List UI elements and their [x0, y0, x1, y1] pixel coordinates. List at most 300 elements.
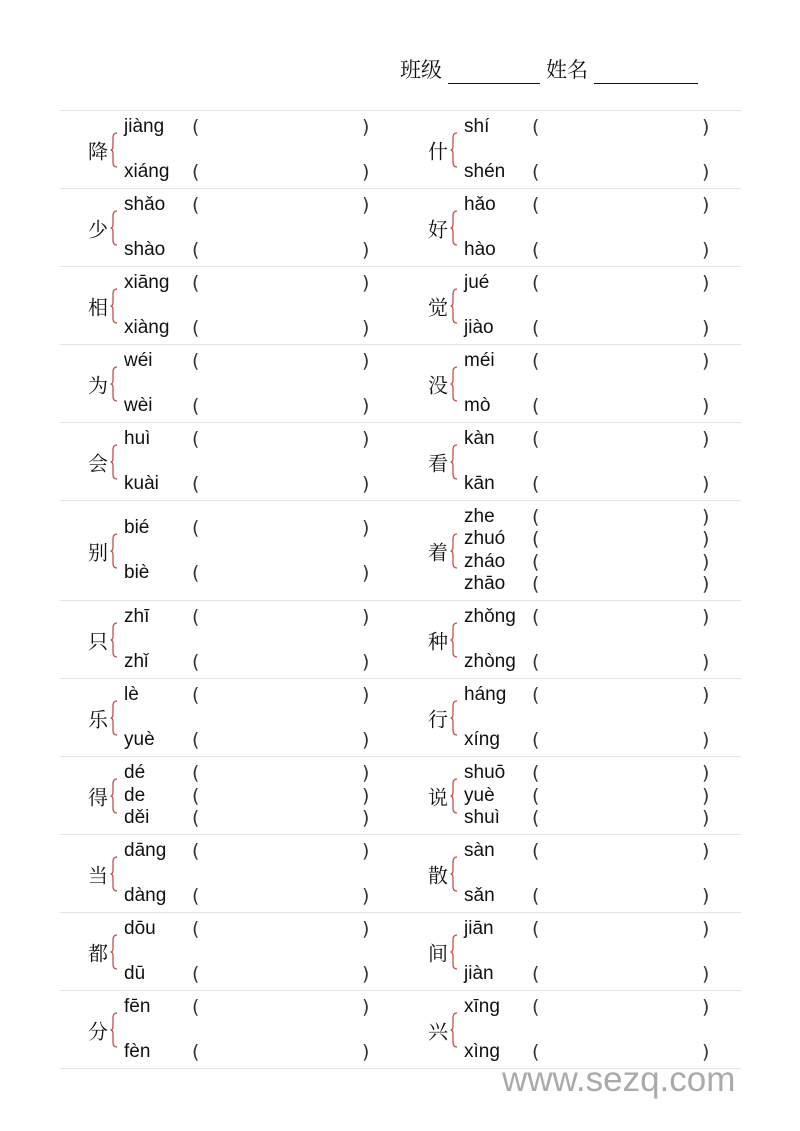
answer-blank[interactable] [204, 193, 354, 217]
brace-icon [110, 210, 118, 246]
pinyin: xiáng [124, 161, 170, 182]
answer-blank[interactable] [544, 884, 694, 908]
pinyin-item [124, 784, 384, 808]
pinyin-item [124, 728, 384, 752]
table-row [60, 991, 741, 1069]
answer-blank[interactable] [204, 349, 354, 373]
pinyin: dāng [124, 840, 167, 861]
pinyin: zhuó [464, 528, 506, 550]
answer-blank[interactable] [544, 962, 694, 986]
close-paren: ) [702, 473, 710, 495]
character: 少 [88, 217, 108, 241]
pinyin-item [124, 316, 384, 340]
pinyin-item [464, 427, 724, 451]
pinyin: biè [124, 562, 150, 583]
pinyin-item [464, 683, 724, 707]
table-row [60, 111, 741, 189]
pinyin-item [124, 761, 384, 785]
close-paren: ) [362, 885, 370, 907]
character: 说 [428, 785, 448, 809]
answer-blank[interactable] [204, 683, 354, 707]
pinyin-item [124, 394, 384, 418]
answer-blank[interactable] [544, 806, 694, 830]
polyphone-table [60, 110, 741, 1069]
pinyin: shí [464, 116, 490, 137]
open-paren: ( [532, 505, 540, 528]
open-paren: ( [532, 116, 540, 138]
brace-icon [110, 288, 118, 324]
open-paren: ( [192, 1041, 200, 1063]
answer-blank[interactable] [544, 472, 694, 496]
pinyin-item [124, 806, 384, 830]
close-paren: ) [702, 272, 710, 294]
pinyin-item [124, 472, 384, 496]
character: 相 [88, 295, 108, 319]
character: 乐 [88, 707, 108, 731]
pinyin-item [464, 761, 724, 785]
table-row [60, 501, 741, 601]
pinyin: dé [124, 762, 146, 783]
close-paren: ) [702, 729, 710, 751]
pinyin: dōu [124, 918, 156, 939]
entry-right [400, 501, 740, 600]
character: 得 [88, 785, 108, 809]
pinyin: wéi [124, 350, 153, 371]
pinyin-item [124, 962, 384, 986]
answer-blank[interactable] [204, 316, 354, 340]
character: 好 [428, 217, 448, 241]
open-paren: ( [532, 1041, 540, 1063]
open-paren: ( [192, 996, 200, 1018]
answer-blank[interactable] [204, 995, 354, 1019]
answer-blank[interactable] [544, 761, 694, 785]
close-paren: ) [362, 473, 370, 495]
name-blank[interactable] [594, 61, 698, 84]
close-paren: ) [702, 840, 710, 862]
pinyin: xīng [464, 996, 500, 1017]
answer-blank[interactable] [544, 839, 694, 863]
student-info-header [400, 54, 698, 84]
brace-icon [110, 533, 118, 569]
open-paren: ( [192, 517, 200, 539]
entry-left [60, 913, 400, 990]
brace-icon [110, 934, 118, 970]
open-paren: ( [192, 194, 200, 216]
open-paren: ( [532, 762, 540, 784]
character: 别 [88, 540, 108, 564]
answer-blank[interactable] [204, 650, 354, 674]
close-paren: ) [702, 161, 710, 183]
pinyin-item [464, 160, 724, 184]
pinyin: méi [464, 350, 495, 371]
pinyin: fēn [124, 996, 151, 1017]
character: 种 [428, 629, 448, 653]
open-paren: ( [532, 573, 540, 596]
pinyin: huì [124, 428, 151, 449]
entry-left [60, 757, 400, 834]
pinyin: de [124, 784, 146, 806]
answer-blank[interactable] [544, 160, 694, 184]
pinyin: kān [464, 473, 495, 494]
pinyin-item [124, 884, 384, 908]
open-paren: ( [532, 428, 540, 450]
pinyin-item [124, 349, 384, 373]
table-row [60, 757, 741, 835]
open-paren: ( [192, 562, 200, 584]
brace-icon [450, 288, 458, 324]
pinyin-item [464, 271, 724, 295]
open-paren: ( [192, 395, 200, 417]
close-paren: ) [362, 807, 370, 829]
character: 为 [88, 373, 108, 397]
open-paren: ( [192, 963, 200, 985]
pinyin-item [464, 650, 724, 674]
name-label: 姓名 [546, 58, 588, 82]
answer-blank[interactable] [204, 427, 354, 451]
table-row [60, 345, 741, 423]
character: 只 [88, 629, 108, 653]
entry-right [400, 111, 740, 188]
brace-icon [450, 856, 458, 892]
pinyin-item [464, 572, 724, 596]
pinyin-item [124, 193, 384, 217]
brace-icon [110, 856, 118, 892]
pinyin-item [464, 995, 724, 1019]
open-paren: ( [532, 550, 540, 573]
character: 着 [428, 540, 448, 564]
close-paren: ) [362, 1041, 370, 1063]
answer-blank[interactable] [544, 316, 694, 340]
close-paren: ) [362, 428, 370, 450]
close-paren: ) [702, 807, 710, 829]
close-paren: ) [702, 350, 710, 372]
answer-blank[interactable] [544, 728, 694, 752]
entry-left [60, 267, 400, 344]
pinyin: shào [124, 239, 166, 260]
brace-icon [110, 132, 118, 168]
answer-blank[interactable] [204, 784, 354, 808]
pinyin: zhǐ [124, 651, 149, 672]
close-paren: ) [702, 784, 710, 807]
answer-blank[interactable] [204, 728, 354, 752]
close-paren: ) [362, 606, 370, 628]
pinyin-item [124, 516, 384, 540]
brace-icon [110, 778, 118, 814]
entry-right [400, 679, 740, 756]
close-paren: ) [702, 550, 710, 573]
close-paren: ) [702, 428, 710, 450]
open-paren: ( [192, 272, 200, 294]
table-row [60, 913, 741, 991]
close-paren: ) [702, 1041, 710, 1063]
pinyin: kàn [464, 428, 495, 449]
character: 散 [428, 863, 448, 887]
pinyin-item [464, 238, 724, 262]
open-paren: ( [192, 729, 200, 751]
pinyin: bié [124, 517, 150, 538]
pinyin-item [464, 605, 724, 629]
entry-left [60, 991, 400, 1068]
close-paren: ) [702, 651, 710, 673]
close-paren: ) [362, 729, 370, 751]
class-blank[interactable] [448, 61, 540, 84]
pinyin: sǎn [464, 885, 495, 906]
brace-icon [450, 700, 458, 736]
answer-blank[interactable] [544, 650, 694, 674]
answer-blank[interactable] [204, 271, 354, 295]
answer-blank[interactable] [204, 115, 354, 139]
pinyin-item [464, 884, 724, 908]
answer-blank[interactable] [204, 605, 354, 629]
answer-blank[interactable] [544, 527, 694, 551]
entry-right [400, 757, 740, 834]
open-paren: ( [532, 918, 540, 940]
pinyin: jiàn [464, 963, 494, 984]
answer-blank[interactable] [204, 516, 354, 540]
open-paren: ( [532, 996, 540, 1018]
entry-left [60, 111, 400, 188]
close-paren: ) [702, 918, 710, 940]
character: 兴 [428, 1019, 448, 1043]
brace-icon [450, 132, 458, 168]
table-row [60, 267, 741, 345]
brace-icon [110, 700, 118, 736]
close-paren: ) [362, 963, 370, 985]
pinyin: sàn [464, 840, 495, 861]
pinyin: xiāng [124, 272, 170, 293]
pinyin: hào [464, 239, 496, 260]
pinyin-item [464, 527, 724, 551]
pinyin-item [464, 394, 724, 418]
pinyin: wèi [124, 395, 153, 416]
pinyin-item [124, 605, 384, 629]
pinyin: lè [124, 684, 139, 705]
character: 当 [88, 863, 108, 887]
close-paren: ) [362, 784, 370, 807]
answer-blank[interactable] [544, 349, 694, 373]
brace-icon [450, 622, 458, 658]
answer-blank[interactable] [544, 238, 694, 262]
pinyin: shuì [464, 807, 500, 828]
character: 什 [428, 139, 448, 163]
brace-icon [110, 622, 118, 658]
pinyin-item [124, 238, 384, 262]
close-paren: ) [702, 116, 710, 138]
pinyin-item [464, 839, 724, 863]
pinyin-item [464, 316, 724, 340]
pinyin-item [124, 271, 384, 295]
pinyin: zhāo [464, 573, 506, 595]
pinyin-item [124, 160, 384, 184]
answer-blank[interactable] [544, 394, 694, 418]
brace-icon [450, 533, 458, 569]
close-paren: ) [362, 350, 370, 372]
pinyin: mò [464, 395, 491, 416]
character: 间 [428, 941, 448, 965]
close-paren: ) [362, 395, 370, 417]
brace-icon [110, 1012, 118, 1048]
open-paren: ( [532, 840, 540, 862]
character: 降 [88, 139, 108, 163]
pinyin: jué [464, 272, 490, 293]
answer-blank[interactable] [204, 160, 354, 184]
pinyin-item [124, 650, 384, 674]
open-paren: ( [532, 317, 540, 339]
answer-blank[interactable] [204, 761, 354, 785]
close-paren: ) [362, 684, 370, 706]
answer-blank[interactable] [544, 271, 694, 295]
close-paren: ) [702, 239, 710, 261]
answer-blank[interactable] [544, 193, 694, 217]
open-paren: ( [532, 606, 540, 628]
pinyin: shǎo [124, 194, 166, 215]
close-paren: ) [362, 562, 370, 584]
answer-blank[interactable] [204, 806, 354, 830]
answer-blank[interactable] [204, 962, 354, 986]
answer-blank[interactable] [544, 784, 694, 808]
open-paren: ( [192, 840, 200, 862]
open-paren: ( [192, 473, 200, 495]
close-paren: ) [702, 317, 710, 339]
answer-blank[interactable] [204, 238, 354, 262]
open-paren: ( [192, 762, 200, 784]
character: 分 [88, 1019, 108, 1043]
pinyin: shuō [464, 762, 506, 783]
entry-left [60, 345, 400, 422]
pinyin: děi [124, 807, 150, 828]
brace-icon [450, 210, 458, 246]
entry-right [400, 189, 740, 266]
open-paren: ( [192, 239, 200, 261]
table-row [60, 835, 741, 913]
close-paren: ) [702, 885, 710, 907]
entry-right [400, 267, 740, 344]
open-paren: ( [532, 807, 540, 829]
pinyin-item [124, 839, 384, 863]
class-label: 班级 [400, 58, 442, 82]
pinyin: xiàng [124, 317, 170, 338]
answer-blank[interactable] [544, 427, 694, 451]
answer-blank[interactable] [544, 115, 694, 139]
answer-blank[interactable] [204, 1040, 354, 1064]
open-paren: ( [532, 161, 540, 183]
pinyin-item [124, 1040, 384, 1064]
answer-blank[interactable] [544, 505, 694, 529]
open-paren: ( [192, 116, 200, 138]
table-row [60, 189, 741, 267]
character: 觉 [428, 295, 448, 319]
pinyin-item [124, 115, 384, 139]
entry-right [400, 345, 740, 422]
pinyin: zhī [124, 606, 150, 627]
pinyin: dū [124, 963, 146, 984]
answer-blank[interactable] [544, 683, 694, 707]
answer-blank[interactable] [204, 917, 354, 941]
open-paren: ( [192, 161, 200, 183]
entry-left [60, 423, 400, 500]
character: 没 [428, 373, 448, 397]
close-paren: ) [362, 239, 370, 261]
pinyin-item [124, 995, 384, 1019]
pinyin: zháo [464, 550, 506, 572]
answer-blank[interactable] [544, 995, 694, 1019]
answer-blank[interactable] [544, 550, 694, 574]
open-paren: ( [532, 239, 540, 261]
table-row [60, 423, 741, 501]
close-paren: ) [702, 194, 710, 216]
open-paren: ( [532, 473, 540, 495]
close-paren: ) [702, 963, 710, 985]
close-paren: ) [702, 395, 710, 417]
answer-blank[interactable] [204, 394, 354, 418]
close-paren: ) [702, 762, 710, 784]
character: 行 [428, 707, 448, 731]
pinyin: jiào [464, 317, 494, 338]
close-paren: ) [362, 918, 370, 940]
open-paren: ( [532, 194, 540, 216]
answer-blank[interactable] [204, 884, 354, 908]
character: 看 [428, 451, 448, 475]
close-paren: ) [362, 116, 370, 138]
pinyin-item [464, 917, 724, 941]
answer-blank[interactable] [204, 472, 354, 496]
brace-icon [450, 934, 458, 970]
open-paren: ( [532, 272, 540, 294]
answer-blank[interactable] [544, 605, 694, 629]
brace-icon [450, 366, 458, 402]
pinyin: zhòng [464, 651, 516, 672]
pinyin: yuè [124, 729, 155, 750]
entry-left [60, 679, 400, 756]
close-paren: ) [362, 272, 370, 294]
close-paren: ) [362, 317, 370, 339]
entry-right [400, 991, 740, 1068]
pinyin-item [464, 349, 724, 373]
brace-icon [110, 444, 118, 480]
pinyin-item [464, 115, 724, 139]
close-paren: ) [362, 762, 370, 784]
close-paren: ) [362, 194, 370, 216]
pinyin: háng [464, 684, 507, 705]
open-paren: ( [532, 729, 540, 751]
open-paren: ( [192, 428, 200, 450]
open-paren: ( [532, 784, 540, 807]
entry-left [60, 835, 400, 912]
close-paren: ) [702, 684, 710, 706]
pinyin-item [464, 806, 724, 830]
pinyin: kuài [124, 473, 159, 494]
close-paren: ) [362, 651, 370, 673]
close-paren: ) [702, 528, 710, 551]
entry-left [60, 601, 400, 678]
character: 会 [88, 451, 108, 475]
pinyin: jiān [464, 918, 494, 939]
pinyin-item [464, 505, 724, 529]
close-paren: ) [702, 606, 710, 628]
close-paren: ) [702, 996, 710, 1018]
pinyin: shén [464, 161, 506, 182]
answer-blank[interactable] [544, 572, 694, 596]
answer-blank[interactable] [544, 917, 694, 941]
pinyin-item [464, 550, 724, 574]
answer-blank[interactable] [204, 839, 354, 863]
pinyin: xìng [464, 1041, 500, 1062]
pinyin-item [464, 728, 724, 752]
pinyin: zhe [464, 505, 495, 527]
entry-right [400, 913, 740, 990]
answer-blank[interactable] [204, 561, 354, 585]
pinyin: fèn [124, 1041, 151, 1062]
